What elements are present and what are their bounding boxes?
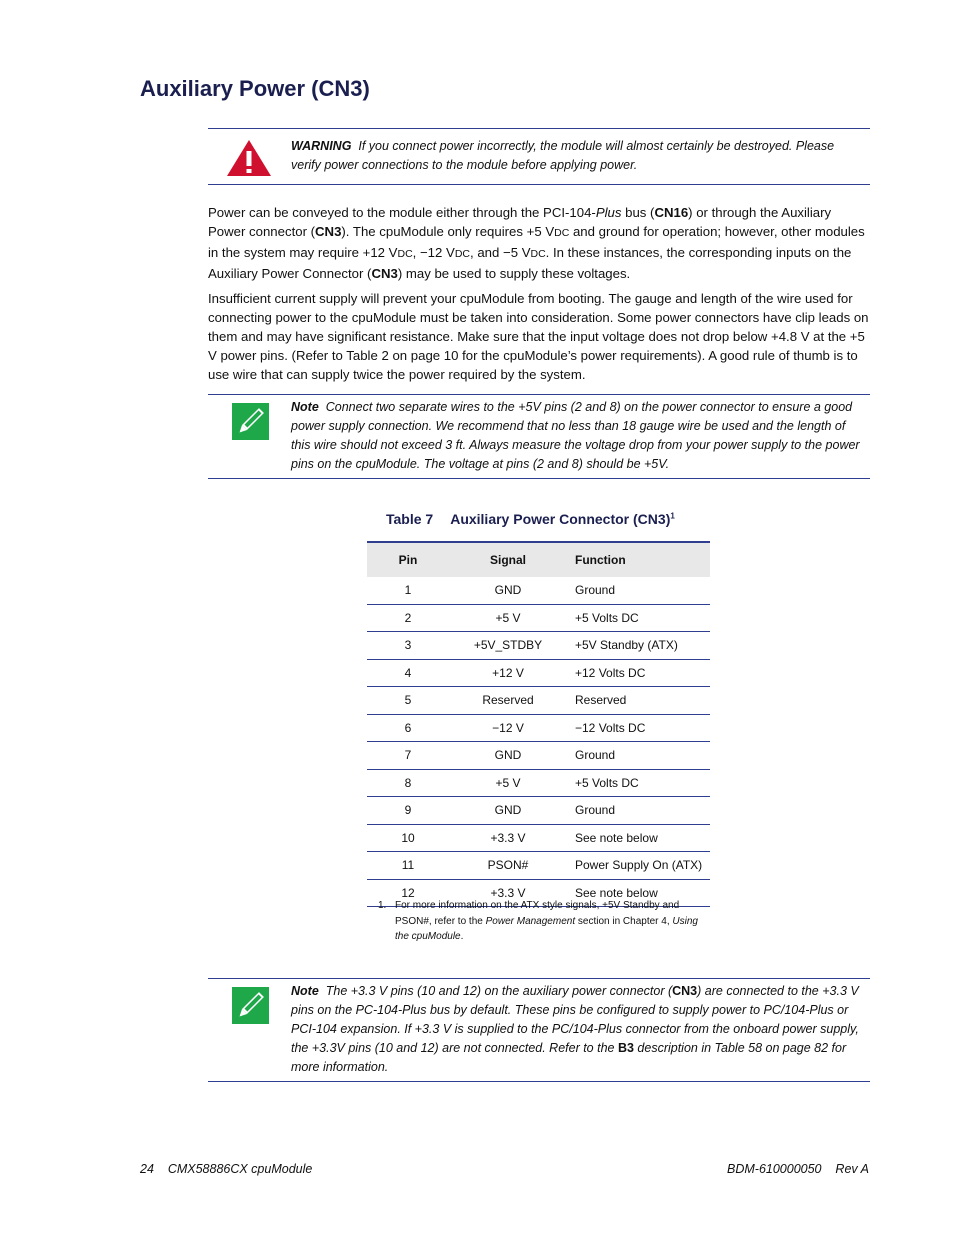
note1-label: Note: [291, 400, 319, 414]
p1-text: . In these instances, the corresponding inputs on the Auxiliary Power Connector (: [208, 245, 852, 281]
paragraph-1: [208, 203, 870, 283]
footnote-text: section in Chapter 4,: [575, 915, 673, 927]
function-cell: −12 Volts DC: [567, 714, 710, 742]
pin-cell: 9: [367, 797, 449, 825]
signal-cell: +5V_STDBY: [449, 632, 567, 660]
table-row: [367, 604, 710, 632]
note-pencil-icon: [232, 403, 269, 440]
warning-callout: [291, 137, 865, 175]
page-number: 24: [140, 1162, 154, 1176]
signal-cell: +3.3 V: [449, 824, 567, 852]
signal-cell: PSON#: [449, 852, 567, 880]
table-row: [367, 577, 710, 604]
table-footnote: [378, 898, 713, 945]
note2-callout: [291, 982, 865, 1077]
table-row: [367, 714, 710, 742]
table-row: [367, 797, 710, 825]
doc-number: BDM-610000050: [727, 1162, 822, 1176]
pin-cell: 4: [367, 659, 449, 687]
pin-cell: 10: [367, 824, 449, 852]
note1-top-rule: [208, 394, 870, 395]
signal-cell: Reserved: [449, 687, 567, 715]
p1-text: Power can be conveyed to the module either through the PCI-104-: [208, 205, 596, 220]
revision: Rev A: [835, 1162, 869, 1176]
table-row: [367, 824, 710, 852]
footer-left: [140, 1162, 312, 1176]
footnote-text: .: [460, 931, 464, 942]
footnote-number: 1.: [378, 900, 387, 911]
p1-text: and ground for operation; however, other modules in the system may require +12 V: [208, 224, 865, 260]
p1-smallcaps: DC: [397, 248, 413, 260]
signal-cell: +5 V: [449, 769, 567, 797]
function-cell: Ground: [567, 742, 710, 770]
footnote-italic: Power Management: [485, 915, 576, 927]
table-header-row: [367, 542, 710, 577]
header-function: Function: [567, 542, 710, 577]
function-cell: See note below: [567, 879, 710, 907]
signal-cell: GND: [449, 742, 567, 770]
p1-text: ) or through the Auxiliary Power connector (: [208, 205, 832, 239]
note-pencil-icon: [232, 987, 269, 1024]
footnote-text: For more information on the ATX style signals, +5V Standby and PSON#, refer to the: [395, 900, 680, 927]
p1-smallcaps: DC: [454, 248, 470, 260]
note2-bold: CN3: [672, 984, 698, 998]
page-title: Auxiliary Power (CN3): [140, 76, 370, 101]
p1-text: bus (: [621, 205, 655, 220]
header-pin: Pin: [367, 542, 449, 577]
function-cell: +5 Volts DC: [567, 769, 710, 797]
note2-bold: B3: [617, 1041, 634, 1055]
note1-bottom-rule: [208, 478, 870, 479]
table-row: [367, 769, 710, 797]
warning-triangle-icon: [226, 139, 272, 177]
p1-text: , and −5 V: [470, 245, 531, 260]
function-cell: +5 Volts DC: [567, 604, 710, 632]
note1-text: Connect two separate wires to the +5V pins (2 and 8) on the power connector to ensure a good power supply connection. We recommend that no less than 18 gauge wire be used and the length of this wire should not exceed 3 ft. Always measure the voltage drop from your power supply to the power pins on the cpuModule. The voltage at pins (2 and 8) should be +5V.: [291, 400, 860, 471]
header-signal: Signal: [449, 542, 567, 577]
p1-text: , −12 V: [412, 245, 455, 260]
p1-bold: CN16: [654, 205, 689, 220]
pin-cell: 6: [367, 714, 449, 742]
function-cell: Power Supply On (ATX): [567, 852, 710, 880]
pin-cell: 3: [367, 632, 449, 660]
note2-top-rule: [208, 978, 870, 979]
warning-bottom-rule: [208, 184, 870, 185]
function-cell: See note below: [567, 824, 710, 852]
pin-cell: 12: [367, 879, 449, 907]
table-row: [367, 852, 710, 880]
table-row: [367, 687, 710, 715]
note1-callout: [291, 398, 865, 474]
signal-cell: +12 V: [449, 659, 567, 687]
table-footnote-ref: 1: [670, 511, 675, 521]
function-cell: +12 Volts DC: [567, 659, 710, 687]
p1-smallcaps: DC: [554, 227, 570, 239]
function-cell: Reserved: [567, 687, 710, 715]
pin-cell: 2: [367, 604, 449, 632]
function-cell: +5V Standby (ATX): [567, 632, 710, 660]
signal-cell: GND: [449, 577, 567, 604]
table-row: [367, 659, 710, 687]
warning-text: If you connect power incorrectly, the module will almost certainly be destroyed. Please verify power connections to the module before applying power.: [291, 139, 835, 172]
signal-cell: +5 V: [449, 604, 567, 632]
note2-text: description in Table 58 on page 82 for more information.: [291, 1041, 847, 1074]
pin-cell: 8: [367, 769, 449, 797]
warning-top-rule: [208, 128, 870, 129]
note2-text: The +3.3 V pins (10 and 12) on the auxiliary power connector (: [325, 984, 673, 998]
note2-text: ) are connected to the +3.3 V pins on the PC-104-Plus bus by default. These pins be configured to supply power to PC/104-Plus or PCI-104 expansion. If +3.3 V is supplied to the PC/104-Plus connector from the onboard power supply, the +3.3V pins (10 and 12) are not connected. Refer to the: [291, 984, 859, 1055]
pin-cell: 5: [367, 687, 449, 715]
pin-cell: 1: [367, 577, 449, 604]
p1-text: ). The cpuModule only requires +5 V: [341, 224, 555, 239]
signal-cell: GND: [449, 797, 567, 825]
table-number: Table 7: [386, 511, 434, 527]
table-row: [367, 632, 710, 660]
table-row: [367, 742, 710, 770]
p1-italic: Plus: [595, 205, 622, 220]
pin-table: [367, 541, 710, 907]
pin-cell: 11: [367, 852, 449, 880]
table-caption: [386, 511, 675, 527]
footnote-italic: Using the cpuModule: [395, 915, 698, 942]
note2-bottom-rule: [208, 1081, 870, 1082]
p1-bold: CN3: [315, 224, 342, 239]
warning-label: WARNING: [291, 139, 352, 153]
product-name: CMX58886CX cpuModule: [167, 1162, 313, 1176]
p1-bold: CN3: [371, 266, 398, 281]
table-title: Auxiliary Power Connector (CN3): [450, 511, 671, 527]
paragraph-2: Insufficient current supply will prevent your cpuModule from booting. The gauge and length of the wire used for connecting power to the cpuModule must be taken into consideration. Some power connectors have clip leads on them and may have significant resistance. Make sure that the input voltage does not drop below +4.8 V at the +5 V power pins. (Refer to Table 2 on page 10 for the cpuModule’s power requirements). A good rule of thumb is to use wire that can supply twice the power required by the system.: [208, 291, 869, 382]
note2-label: Note: [291, 984, 319, 998]
signal-cell: −12 V: [449, 714, 567, 742]
p1-smallcaps: DC: [530, 248, 546, 260]
function-cell: Ground: [567, 797, 710, 825]
footer-right: [727, 1162, 869, 1176]
function-cell: Ground: [567, 577, 710, 604]
signal-cell: +3.3 V: [449, 879, 567, 907]
pin-cell: 7: [367, 742, 449, 770]
p1-text: ) may be used to supply these voltages.: [397, 266, 631, 281]
